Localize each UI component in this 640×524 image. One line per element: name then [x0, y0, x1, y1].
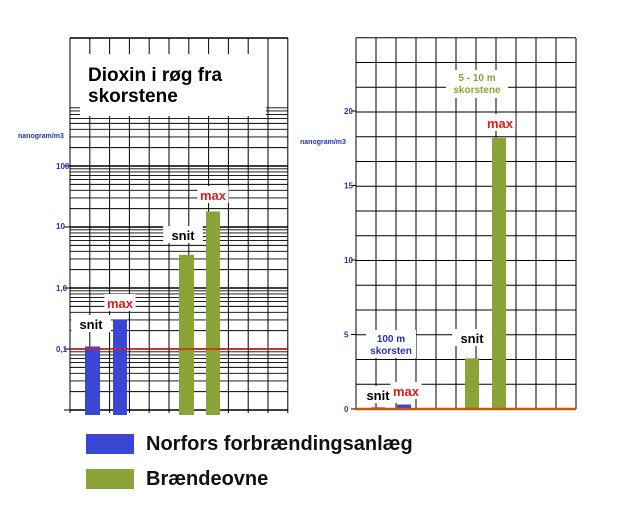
legend-swatch-norfors [86, 434, 134, 454]
lin-ytick-label: 5 [344, 330, 349, 340]
log-ytick-label: 1,0 [56, 284, 68, 293]
log-bar-label-braendeovne-snit: snit [171, 228, 195, 243]
lin-bar-label-braendeovne-max: max [486, 116, 514, 131]
log-bar-braendeovne-snit [179, 255, 194, 415]
lin-ylabel: nanogram/m3 [300, 139, 346, 146]
legend-swatch-braendeovne [86, 469, 134, 489]
lin-ytick-label: 10 [344, 256, 353, 265]
lin-bar-label-braendeovne-snit: snit [460, 331, 484, 346]
log-bar-label-norfors-snit: snit [79, 317, 103, 332]
legend-item-braendeovne [86, 464, 268, 494]
annotation-norfors-line-2: skorsten [370, 346, 412, 357]
annotation-braendeovne-line-2: skorstene [453, 85, 501, 96]
chart-title-line-2: skorstene [88, 86, 178, 107]
lin-ytick-label: 0 [344, 405, 349, 414]
legend-label-norfors: Norfors forbrændingsanlæg [146, 432, 413, 455]
chart-title-line-1: Dioxin i røg fra [88, 65, 223, 86]
lin-bar-braendeovne-max [492, 138, 506, 409]
legend-label-braendeovne: Brændeovne [146, 467, 269, 490]
log-bar-braendeovne-max [206, 211, 220, 415]
annotation-norfors-line-1: 100 m [376, 334, 406, 345]
lin-ytick-label: 15 [344, 181, 353, 191]
log-ytick-label: 10 [56, 222, 65, 231]
linear-chart [300, 38, 576, 414]
log-bar-label-braendeovne-max: max [199, 188, 227, 203]
log-chart [18, 38, 288, 415]
lin-bar-braendeovne-snit [465, 358, 479, 409]
annotation-braendeovne-line-1: 5 - 10 m [458, 73, 496, 84]
log-ylabel: nanogram/m3 [18, 133, 64, 140]
log-bar-norfors-max [113, 320, 127, 415]
log-ytick-label: 100 [56, 162, 70, 171]
lin-bar-label-norfors-max: max [392, 384, 420, 399]
log-ytick-label: 0,1 [56, 345, 68, 354]
log-bar-norfors-snit [85, 346, 100, 415]
legend-item-norfors [86, 429, 413, 459]
lin-bar-label-norfors-snit: snit [366, 388, 390, 403]
lin-ytick-label: 20 [344, 107, 353, 116]
log-bar-label-norfors-max: max [106, 296, 134, 311]
